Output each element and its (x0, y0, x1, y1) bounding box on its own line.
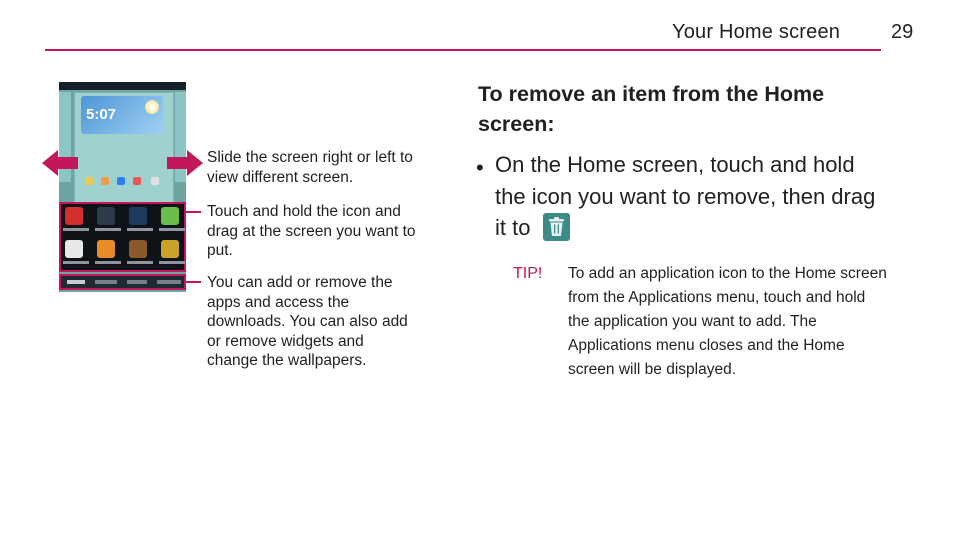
backup-icon (161, 240, 179, 258)
callout-add-remove: You can add or remove the apps and access the downloads. You can also add or remove widgets and change the wallpapers. (207, 274, 408, 369)
app-label-placeholder (95, 228, 121, 231)
clock-time: 5:07 (86, 106, 117, 123)
alarm-clock-icon (65, 207, 83, 225)
arrow-right-icon (167, 150, 203, 176)
tip-label: TIP! (513, 265, 543, 282)
app-shortcut-icon (85, 177, 93, 185)
app-shortcut-icon (133, 177, 141, 185)
app-label-placeholder (127, 261, 153, 264)
bullet-marker: • (476, 155, 484, 180)
bullet-text: On the Home screen, touch and hold the icon you want to remove, then drag it to (495, 152, 876, 240)
app-label-placeholder (159, 261, 185, 264)
mp3-icon (161, 207, 179, 225)
tab-placeholder (67, 280, 85, 284)
app-shortcut-icon (117, 177, 125, 185)
status-bar (59, 82, 186, 90)
clock-weather-widget (81, 96, 163, 134)
bullet-instruction (495, 149, 885, 244)
tab-placeholder (157, 280, 181, 284)
app-shortcut-icon (101, 177, 109, 185)
tab-placeholder (127, 280, 147, 284)
header-rule (45, 49, 881, 51)
app-label-placeholder (159, 228, 185, 231)
amazon-icon (97, 207, 115, 225)
app-label-placeholder (127, 228, 153, 231)
callout-touch-hold: Touch and hold the icon and drag at the screen you want to put. (207, 203, 416, 259)
tab-placeholder (95, 280, 117, 284)
kindle-icon (129, 207, 147, 225)
callout-line-apps (186, 211, 201, 213)
app-label-placeholder (63, 261, 89, 264)
sun-icon (145, 100, 159, 114)
tip-text: To add an application icon to the Home screen from the Applications menu, touch and hold the application you want to add. The Applications menu closes and the Home screen will be displayed. (568, 265, 887, 378)
app-label-placeholder (63, 228, 89, 231)
app-manager-icon (65, 240, 83, 258)
callout-line-tabs (186, 281, 201, 283)
callout-swipe: Slide the screen right or left to view different screen. (207, 149, 413, 186)
arrow-left-icon (42, 150, 78, 176)
app-label-placeholder (95, 261, 121, 264)
app-shortcut-icon (151, 177, 159, 185)
phone-screenshot (59, 82, 186, 292)
appstore-icon (97, 240, 115, 258)
header-title: Your Home screen (672, 21, 841, 43)
apps-tab-bar (59, 274, 186, 290)
page-number: 29 (891, 21, 914, 43)
audible-icon (129, 240, 147, 258)
section-title: To remove an item from the Home screen: (478, 82, 825, 136)
trash-can-icon (543, 213, 570, 241)
home-shortcuts-row (81, 177, 167, 187)
apps-drawer-grid (59, 202, 186, 272)
